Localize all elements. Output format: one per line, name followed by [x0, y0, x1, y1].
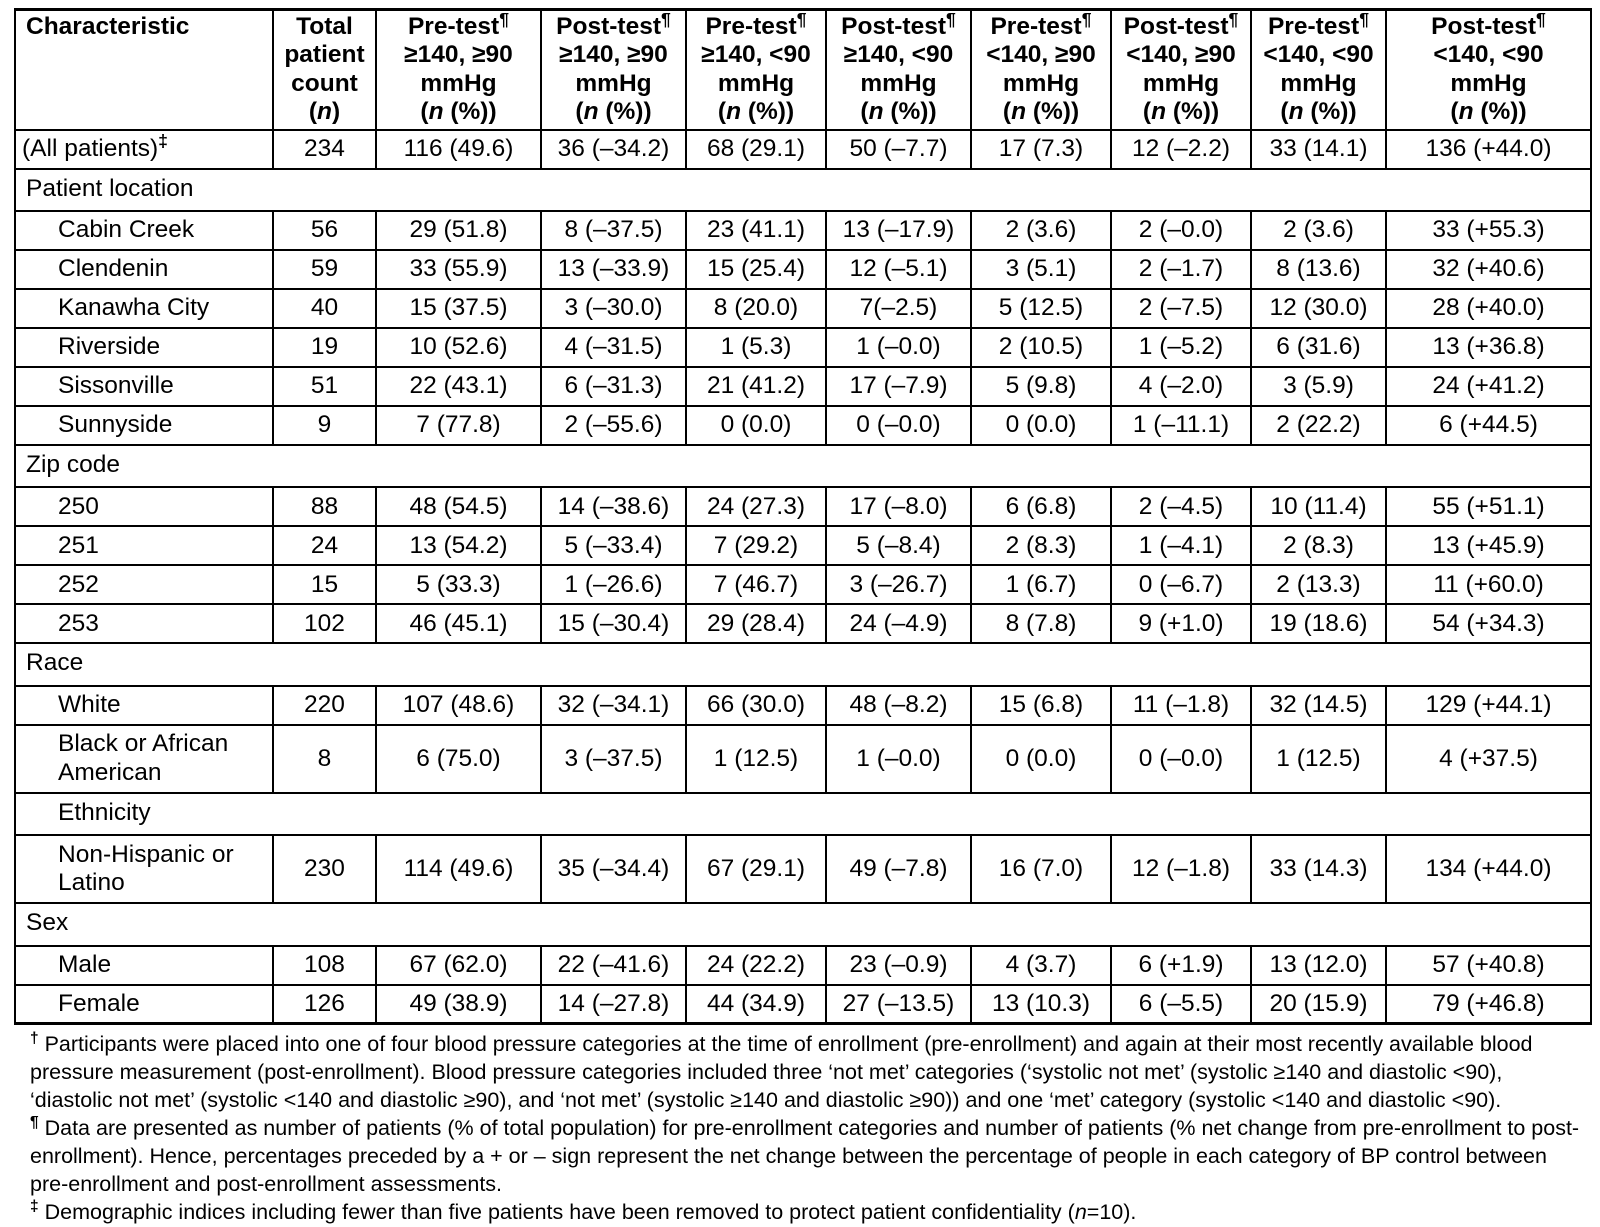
cell-post_140_lt90: 3 (–26.7)	[826, 565, 971, 604]
cell-pre_lt140_90: 2 (3.6)	[971, 211, 1111, 250]
cell-post_lt140_lt90: 129 (+44.1)	[1386, 686, 1591, 725]
cell-pre_140_lt90: 29 (28.4)	[686, 604, 826, 643]
cell-pre_lt140_lt90: 1 (12.5)	[1251, 725, 1386, 793]
column-header-line: Characteristic	[26, 13, 190, 40]
cell-pre_lt140_lt90: 3 (5.9)	[1251, 367, 1386, 406]
cell-post_lt140_90: 4 (–2.0)	[1111, 367, 1251, 406]
cell-post_140_90: 36 (–34.2)	[541, 130, 686, 169]
cell-post_lt140_90: 11 (–1.8)	[1111, 686, 1251, 725]
cell-pre_lt140_90: 2 (10.5)	[971, 328, 1111, 367]
row-label: 252	[15, 565, 273, 604]
cell-pre_140_90: 48 (54.5)	[376, 487, 541, 526]
cell-post_lt140_lt90: 136 (+44.0)	[1386, 130, 1591, 169]
cell-total_count: 40	[273, 289, 376, 328]
cell-pre_140_lt90: 24 (22.2)	[686, 946, 826, 985]
row-label: Non-Hispanic or Latino	[15, 835, 273, 903]
row-label: 253	[15, 604, 273, 643]
column-header-pre_140_90	[376, 10, 541, 130]
cell-pre_140_lt90: 0 (0.0)	[686, 406, 826, 445]
cell-post_140_90: 5 (–33.4)	[541, 526, 686, 565]
cell-total_count: 19	[273, 328, 376, 367]
cell-post_lt140_lt90: 13 (+45.9)	[1386, 526, 1591, 565]
section-header-label: Zip code	[15, 445, 1591, 487]
cell-post_lt140_90: 2 (–7.5)	[1111, 289, 1251, 328]
cell-post_lt140_90: 2 (–4.5)	[1111, 487, 1251, 526]
cell-pre_lt140_90: 5 (9.8)	[971, 367, 1111, 406]
section-header-row	[15, 643, 1591, 685]
cell-pre_lt140_lt90: 33 (14.3)	[1251, 835, 1386, 903]
table-row	[15, 565, 1591, 604]
cell-total_count: 126	[273, 985, 376, 1024]
cell-post_140_90: 14 (–38.6)	[541, 487, 686, 526]
table-row	[15, 130, 1591, 169]
cell-pre_lt140_lt90: 12 (30.0)	[1251, 289, 1386, 328]
cell-pre_140_90: 114 (49.6)	[376, 835, 541, 903]
footnote-marker: ‡	[30, 1197, 39, 1215]
column-header-line: count	[291, 69, 358, 97]
footnote-marker: ‡	[158, 130, 168, 151]
row-label: Riverside	[15, 328, 273, 367]
cell-pre_lt140_90: 15 (6.8)	[971, 686, 1111, 725]
column-header-line: Total	[296, 13, 353, 40]
row-label: (All patients)‡	[15, 130, 273, 169]
cell-post_140_90: 8 (–37.5)	[541, 211, 686, 250]
cell-total_count: 8	[273, 725, 376, 793]
cell-pre_140_90: 13 (54.2)	[376, 526, 541, 565]
row-label: 251	[15, 526, 273, 565]
column-header-post_140_90	[541, 10, 686, 130]
column-header-post_140_lt90	[826, 10, 971, 130]
column-header-line: (n (%))	[860, 98, 937, 126]
column-header-line: (n (%))	[575, 98, 652, 126]
cell-pre_lt140_90: 5 (12.5)	[971, 289, 1111, 328]
table-row	[15, 367, 1591, 406]
table-row	[15, 250, 1591, 289]
cell-post_140_lt90: 5 (–8.4)	[826, 526, 971, 565]
cell-pre_lt140_90: 2 (8.3)	[971, 526, 1111, 565]
cell-post_lt140_lt90: 32 (+40.6)	[1386, 250, 1591, 289]
column-header-pre_140_lt90	[686, 10, 826, 130]
section-header-label: Sex	[15, 903, 1591, 945]
cell-pre_lt140_90: 3 (5.1)	[971, 250, 1111, 289]
column-header-line: <140, ≥90	[986, 41, 1096, 69]
italic-n: n	[1458, 98, 1474, 126]
cell-pre_140_lt90: 7 (46.7)	[686, 565, 826, 604]
cell-post_lt140_lt90: 6 (+44.5)	[1386, 406, 1591, 445]
section-header-row	[15, 793, 1591, 835]
cell-post_140_lt90: 7(–2.5)	[826, 289, 971, 328]
footnotes-block	[14, 1031, 1590, 1227]
cell-pre_140_lt90: 21 (41.2)	[686, 367, 826, 406]
column-header-line: mmHg	[1142, 69, 1220, 97]
row-label: Cabin Creek	[15, 211, 273, 250]
cell-post_140_lt90: 12 (–5.1)	[826, 250, 971, 289]
section-header-row	[15, 445, 1591, 487]
header-row	[15, 10, 1591, 130]
table-row	[15, 211, 1591, 250]
cell-pre_lt140_lt90: 8 (13.6)	[1251, 250, 1386, 289]
column-header-line: Pre-test¶	[1267, 8, 1370, 40]
table-row	[15, 946, 1591, 985]
cell-post_140_lt90: 27 (–13.5)	[826, 985, 971, 1024]
cell-post_140_lt90: 24 (–4.9)	[826, 604, 971, 643]
column-header-line: <140, ≥90	[1126, 41, 1236, 69]
cell-post_140_90: 1 (–26.6)	[541, 565, 686, 604]
cell-pre_lt140_lt90: 13 (12.0)	[1251, 946, 1386, 985]
cell-post_140_90: 6 (–31.3)	[541, 367, 686, 406]
italic-n: n	[428, 98, 444, 126]
cell-post_140_90: 14 (–27.8)	[541, 985, 686, 1024]
cell-post_lt140_lt90: 55 (+51.1)	[1386, 487, 1591, 526]
cell-pre_lt140_90: 8 (7.8)	[971, 604, 1111, 643]
cell-pre_lt140_90: 4 (3.7)	[971, 946, 1111, 985]
cell-pre_lt140_lt90: 2 (13.3)	[1251, 565, 1386, 604]
cell-post_140_90: 15 (–30.4)	[541, 604, 686, 643]
cell-post_140_90: 3 (–30.0)	[541, 289, 686, 328]
column-header-line: Pre-test¶	[407, 8, 510, 40]
cell-post_lt140_lt90: 11 (+60.0)	[1386, 565, 1591, 604]
cell-post_lt140_lt90: 24 (+41.2)	[1386, 367, 1591, 406]
cell-pre_140_lt90: 1 (12.5)	[686, 725, 826, 793]
cell-pre_140_90: 107 (48.6)	[376, 686, 541, 725]
cell-pre_lt140_lt90: 2 (8.3)	[1251, 526, 1386, 565]
footnote-marker: ¶	[796, 8, 807, 29]
cell-pre_140_90: 46 (45.1)	[376, 604, 541, 643]
column-header-line: Post-test¶	[1431, 8, 1546, 40]
column-header-post_lt140_lt90	[1386, 10, 1591, 130]
cell-post_lt140_90: 1 (–5.2)	[1111, 328, 1251, 367]
cell-total_count: 56	[273, 211, 376, 250]
cell-pre_140_90: 116 (49.6)	[376, 130, 541, 169]
cell-post_140_90: 2 (–55.6)	[541, 406, 686, 445]
section-header-row	[15, 169, 1591, 211]
column-header-line: (n (%))	[1142, 98, 1220, 126]
cell-pre_lt140_lt90: 32 (14.5)	[1251, 686, 1386, 725]
cell-pre_140_lt90: 7 (29.2)	[686, 526, 826, 565]
footnote: ¶ Data are presented as number of patients (% of total population) for pre-enrollment categories and number of patients (% net change from pre-enrollment to post-enrollment). Hence, percentages preceded by a + or – sign represent the net change between the percentage of people in each category of BP control between pre-enrollment and post-enrollment assessments.	[30, 1113, 1580, 1196]
column-header-line: Pre-test¶	[705, 8, 807, 40]
cell-pre_lt140_90: 17 (7.3)	[971, 130, 1111, 169]
cell-pre_140_90: 29 (51.8)	[376, 211, 541, 250]
column-header-line: (n (%))	[1280, 98, 1357, 126]
footnote-marker: ¶	[1228, 8, 1239, 29]
cell-post_lt140_90: 2 (–1.7)	[1111, 250, 1251, 289]
column-header-line: Post-test¶	[556, 8, 671, 40]
cell-post_lt140_90: 9 (+1.0)	[1111, 604, 1251, 643]
cell-total_count: 102	[273, 604, 376, 643]
column-header-pre_lt140_90	[971, 10, 1111, 130]
cell-pre_140_90: 67 (62.0)	[376, 946, 541, 985]
footnote-marker: ¶	[30, 1113, 39, 1131]
column-header-line: Post-test¶	[841, 8, 956, 40]
cell-pre_lt140_lt90: 2 (3.6)	[1251, 211, 1386, 250]
italic-n: n	[1074, 1199, 1087, 1224]
row-label: White	[15, 686, 273, 725]
column-header-line: (n)	[308, 98, 341, 126]
cell-post_140_90: 13 (–33.9)	[541, 250, 686, 289]
section-header-label: Race	[15, 643, 1591, 685]
column-header-line: <140, <90	[1433, 41, 1544, 69]
cell-pre_140_90: 49 (38.9)	[376, 985, 541, 1024]
table-row	[15, 725, 1591, 793]
cell-post_140_lt90: 17 (–8.0)	[826, 487, 971, 526]
footnote-marker: †	[30, 1030, 39, 1047]
column-header-line: <140, <90	[1263, 41, 1374, 69]
cell-post_lt140_lt90: 28 (+40.0)	[1386, 289, 1591, 328]
cell-pre_lt140_lt90: 20 (15.9)	[1251, 985, 1386, 1024]
italic-n: n	[1288, 98, 1304, 126]
column-header-line: mmHg	[717, 69, 795, 97]
cell-post_140_lt90: 17 (–7.9)	[826, 367, 971, 406]
cell-pre_lt140_90: 16 (7.0)	[971, 835, 1111, 903]
row-label: Kanawha City	[15, 289, 273, 328]
column-header-line: (n (%))	[1002, 98, 1080, 126]
row-label: Black or African American	[15, 725, 273, 793]
cell-post_140_lt90: 1 (–0.0)	[826, 725, 971, 793]
cell-post_lt140_90: 0 (–6.7)	[1111, 565, 1251, 604]
column-header-total_count	[273, 10, 376, 130]
section-header-row	[15, 903, 1591, 945]
table-row	[15, 604, 1591, 643]
column-header-post_lt140_90	[1111, 10, 1251, 130]
column-header-line: mmHg	[420, 69, 497, 97]
section-header-label: Ethnicity	[15, 793, 1591, 835]
footnote-marker: ¶	[499, 8, 510, 29]
row-label: Clendenin	[15, 250, 273, 289]
cell-pre_lt140_lt90: 2 (22.2)	[1251, 406, 1386, 445]
cell-pre_140_lt90: 1 (5.3)	[686, 328, 826, 367]
table-row	[15, 328, 1591, 367]
table-row	[15, 406, 1591, 445]
cell-pre_140_lt90: 8 (20.0)	[686, 289, 826, 328]
cell-post_lt140_lt90: 13 (+36.8)	[1386, 328, 1591, 367]
cell-post_140_lt90: 0 (–0.0)	[826, 406, 971, 445]
cell-total_count: 220	[273, 686, 376, 725]
cell-pre_140_lt90: 67 (29.1)	[686, 835, 826, 903]
cell-pre_140_90: 22 (43.1)	[376, 367, 541, 406]
cell-post_140_90: 4 (–31.5)	[541, 328, 686, 367]
cell-total_count: 230	[273, 835, 376, 903]
cell-pre_140_lt90: 15 (25.4)	[686, 250, 826, 289]
column-header-characteristic	[15, 10, 273, 130]
row-label: Female	[15, 985, 273, 1024]
row-label: Sunnyside	[15, 406, 273, 445]
column-header-line: (n (%))	[420, 98, 497, 126]
italic-n: n	[1011, 98, 1027, 126]
row-label: Male	[15, 946, 273, 985]
blood-pressure-characteristics-table	[14, 8, 1592, 1025]
cell-post_140_lt90: 13 (–17.9)	[826, 211, 971, 250]
cell-post_lt140_lt90: 134 (+44.0)	[1386, 835, 1591, 903]
cell-total_count: 59	[273, 250, 376, 289]
cell-post_140_lt90: 1 (–0.0)	[826, 328, 971, 367]
cell-post_lt140_lt90: 54 (+34.3)	[1386, 604, 1591, 643]
italic-n: n	[583, 98, 599, 126]
table-row	[15, 487, 1591, 526]
italic-n: n	[726, 98, 742, 126]
cell-pre_140_lt90: 68 (29.1)	[686, 130, 826, 169]
cell-post_140_90: 32 (–34.1)	[541, 686, 686, 725]
table-row	[15, 289, 1591, 328]
cell-pre_lt140_90: 13 (10.3)	[971, 985, 1111, 1024]
cell-post_140_lt90: 23 (–0.9)	[826, 946, 971, 985]
cell-post_140_lt90: 48 (–8.2)	[826, 686, 971, 725]
cell-pre_lt140_lt90: 19 (18.6)	[1251, 604, 1386, 643]
cell-pre_140_lt90: 24 (27.3)	[686, 487, 826, 526]
cell-pre_140_lt90: 23 (41.1)	[686, 211, 826, 250]
cell-pre_lt140_lt90: 10 (11.4)	[1251, 487, 1386, 526]
cell-pre_lt140_lt90: 6 (31.6)	[1251, 328, 1386, 367]
cell-pre_lt140_90: 1 (6.7)	[971, 565, 1111, 604]
italic-n: n	[1151, 98, 1167, 126]
column-header-line: (n (%))	[717, 98, 795, 126]
column-header-line: ≥140, ≥90	[559, 41, 668, 69]
cell-pre_lt140_90: 0 (0.0)	[971, 725, 1111, 793]
cell-post_140_lt90: 49 (–7.8)	[826, 835, 971, 903]
cell-post_lt140_90: 1 (–4.1)	[1111, 526, 1251, 565]
cell-pre_140_lt90: 66 (30.0)	[686, 686, 826, 725]
italic-n: n	[868, 98, 884, 126]
cell-post_140_90: 35 (–34.4)	[541, 835, 686, 903]
column-header-line: mmHg	[575, 69, 652, 97]
cell-post_140_lt90: 50 (–7.7)	[826, 130, 971, 169]
column-header-line: mmHg	[1280, 69, 1357, 97]
cell-total_count: 24	[273, 526, 376, 565]
cell-post_lt140_lt90: 57 (+40.8)	[1386, 946, 1591, 985]
section-header-label: Patient location	[15, 169, 1591, 211]
cell-pre_140_90: 7 (77.8)	[376, 406, 541, 445]
cell-pre_lt140_90: 0 (0.0)	[971, 406, 1111, 445]
table-row	[15, 985, 1591, 1024]
footnote: † Participants were placed into one of four blood pressure categories at the time of enrollment (pre-enrollment) and again at their most recently available blood pressure measurement (post-enrollment). Blood pressure categories included three ‘not met’ categories (‘systolic not met’ (systolic ≥140 and diastolic <90), ‘diastolic not met’ (systolic <140 and diastolic ≥90), and ‘not met’ (systolic ≥140 and diastolic ≥90)) and one ‘met’ category (systolic <140 and diastolic <90).	[30, 1030, 1533, 1113]
cell-post_lt140_90: 12 (–2.2)	[1111, 130, 1251, 169]
footnote-marker: ¶	[1359, 8, 1370, 29]
cell-total_count: 234	[273, 130, 376, 169]
cell-total_count: 108	[273, 946, 376, 985]
cell-pre_140_90: 10 (52.6)	[376, 328, 541, 367]
cell-post_lt140_lt90: 33 (+55.3)	[1386, 211, 1591, 250]
cell-pre_lt140_lt90: 33 (14.1)	[1251, 130, 1386, 169]
footnote: ‡ Demographic indices including fewer than five patients have been removed to protect patient confidentiality (n=10).	[30, 1197, 1137, 1224]
cell-pre_140_90: 6 (75.0)	[376, 725, 541, 793]
footnote-marker: ¶	[946, 8, 956, 29]
cell-pre_140_90: 15 (37.5)	[376, 289, 541, 328]
table-row	[15, 835, 1591, 903]
column-header-line: Pre-test¶	[990, 8, 1092, 40]
cell-post_lt140_90: 6 (–5.5)	[1111, 985, 1251, 1024]
column-header-line: patient	[284, 41, 365, 69]
italic-n: n	[317, 98, 332, 126]
cell-pre_140_lt90: 44 (34.9)	[686, 985, 826, 1024]
cell-post_140_90: 3 (–37.5)	[541, 725, 686, 793]
column-header-line: ≥140, <90	[843, 41, 954, 69]
cell-total_count: 88	[273, 487, 376, 526]
row-label: Sissonville	[15, 367, 273, 406]
table-row	[15, 526, 1591, 565]
cell-post_lt140_90: 2 (–0.0)	[1111, 211, 1251, 250]
cell-pre_140_90: 5 (33.3)	[376, 565, 541, 604]
table-header	[15, 10, 1591, 130]
column-header-pre_lt140_lt90	[1251, 10, 1386, 130]
column-header-line: mmHg	[1450, 69, 1527, 97]
cell-post_lt140_90: 1 (–11.1)	[1111, 406, 1251, 445]
row-label: 250	[15, 487, 273, 526]
table-body	[15, 130, 1591, 1024]
cell-post_lt140_lt90: 4 (+37.5)	[1386, 725, 1591, 793]
table-row	[15, 686, 1591, 725]
column-header-line: ≥140, ≥90	[404, 41, 513, 69]
column-header-line: mmHg	[1002, 69, 1080, 97]
cell-total_count: 9	[273, 406, 376, 445]
footnote-marker: ¶	[1081, 8, 1092, 29]
footnote-marker: ¶	[1536, 8, 1546, 29]
cell-post_140_90: 22 (–41.6)	[541, 946, 686, 985]
footnote-marker: ¶	[661, 8, 671, 29]
cell-post_lt140_90: 12 (–1.8)	[1111, 835, 1251, 903]
column-header-line: ≥140, <90	[701, 41, 811, 69]
cell-total_count: 51	[273, 367, 376, 406]
cell-post_lt140_lt90: 79 (+46.8)	[1386, 985, 1591, 1024]
cell-post_lt140_90: 6 (+1.9)	[1111, 946, 1251, 985]
cell-pre_140_90: 33 (55.9)	[376, 250, 541, 289]
column-header-line: (n (%))	[1450, 98, 1527, 126]
column-header-line: Post-test¶	[1123, 8, 1239, 40]
cell-pre_lt140_90: 6 (6.8)	[971, 487, 1111, 526]
column-header-line: mmHg	[860, 69, 937, 97]
cell-post_lt140_90: 0 (–0.0)	[1111, 725, 1251, 793]
cell-total_count: 15	[273, 565, 376, 604]
